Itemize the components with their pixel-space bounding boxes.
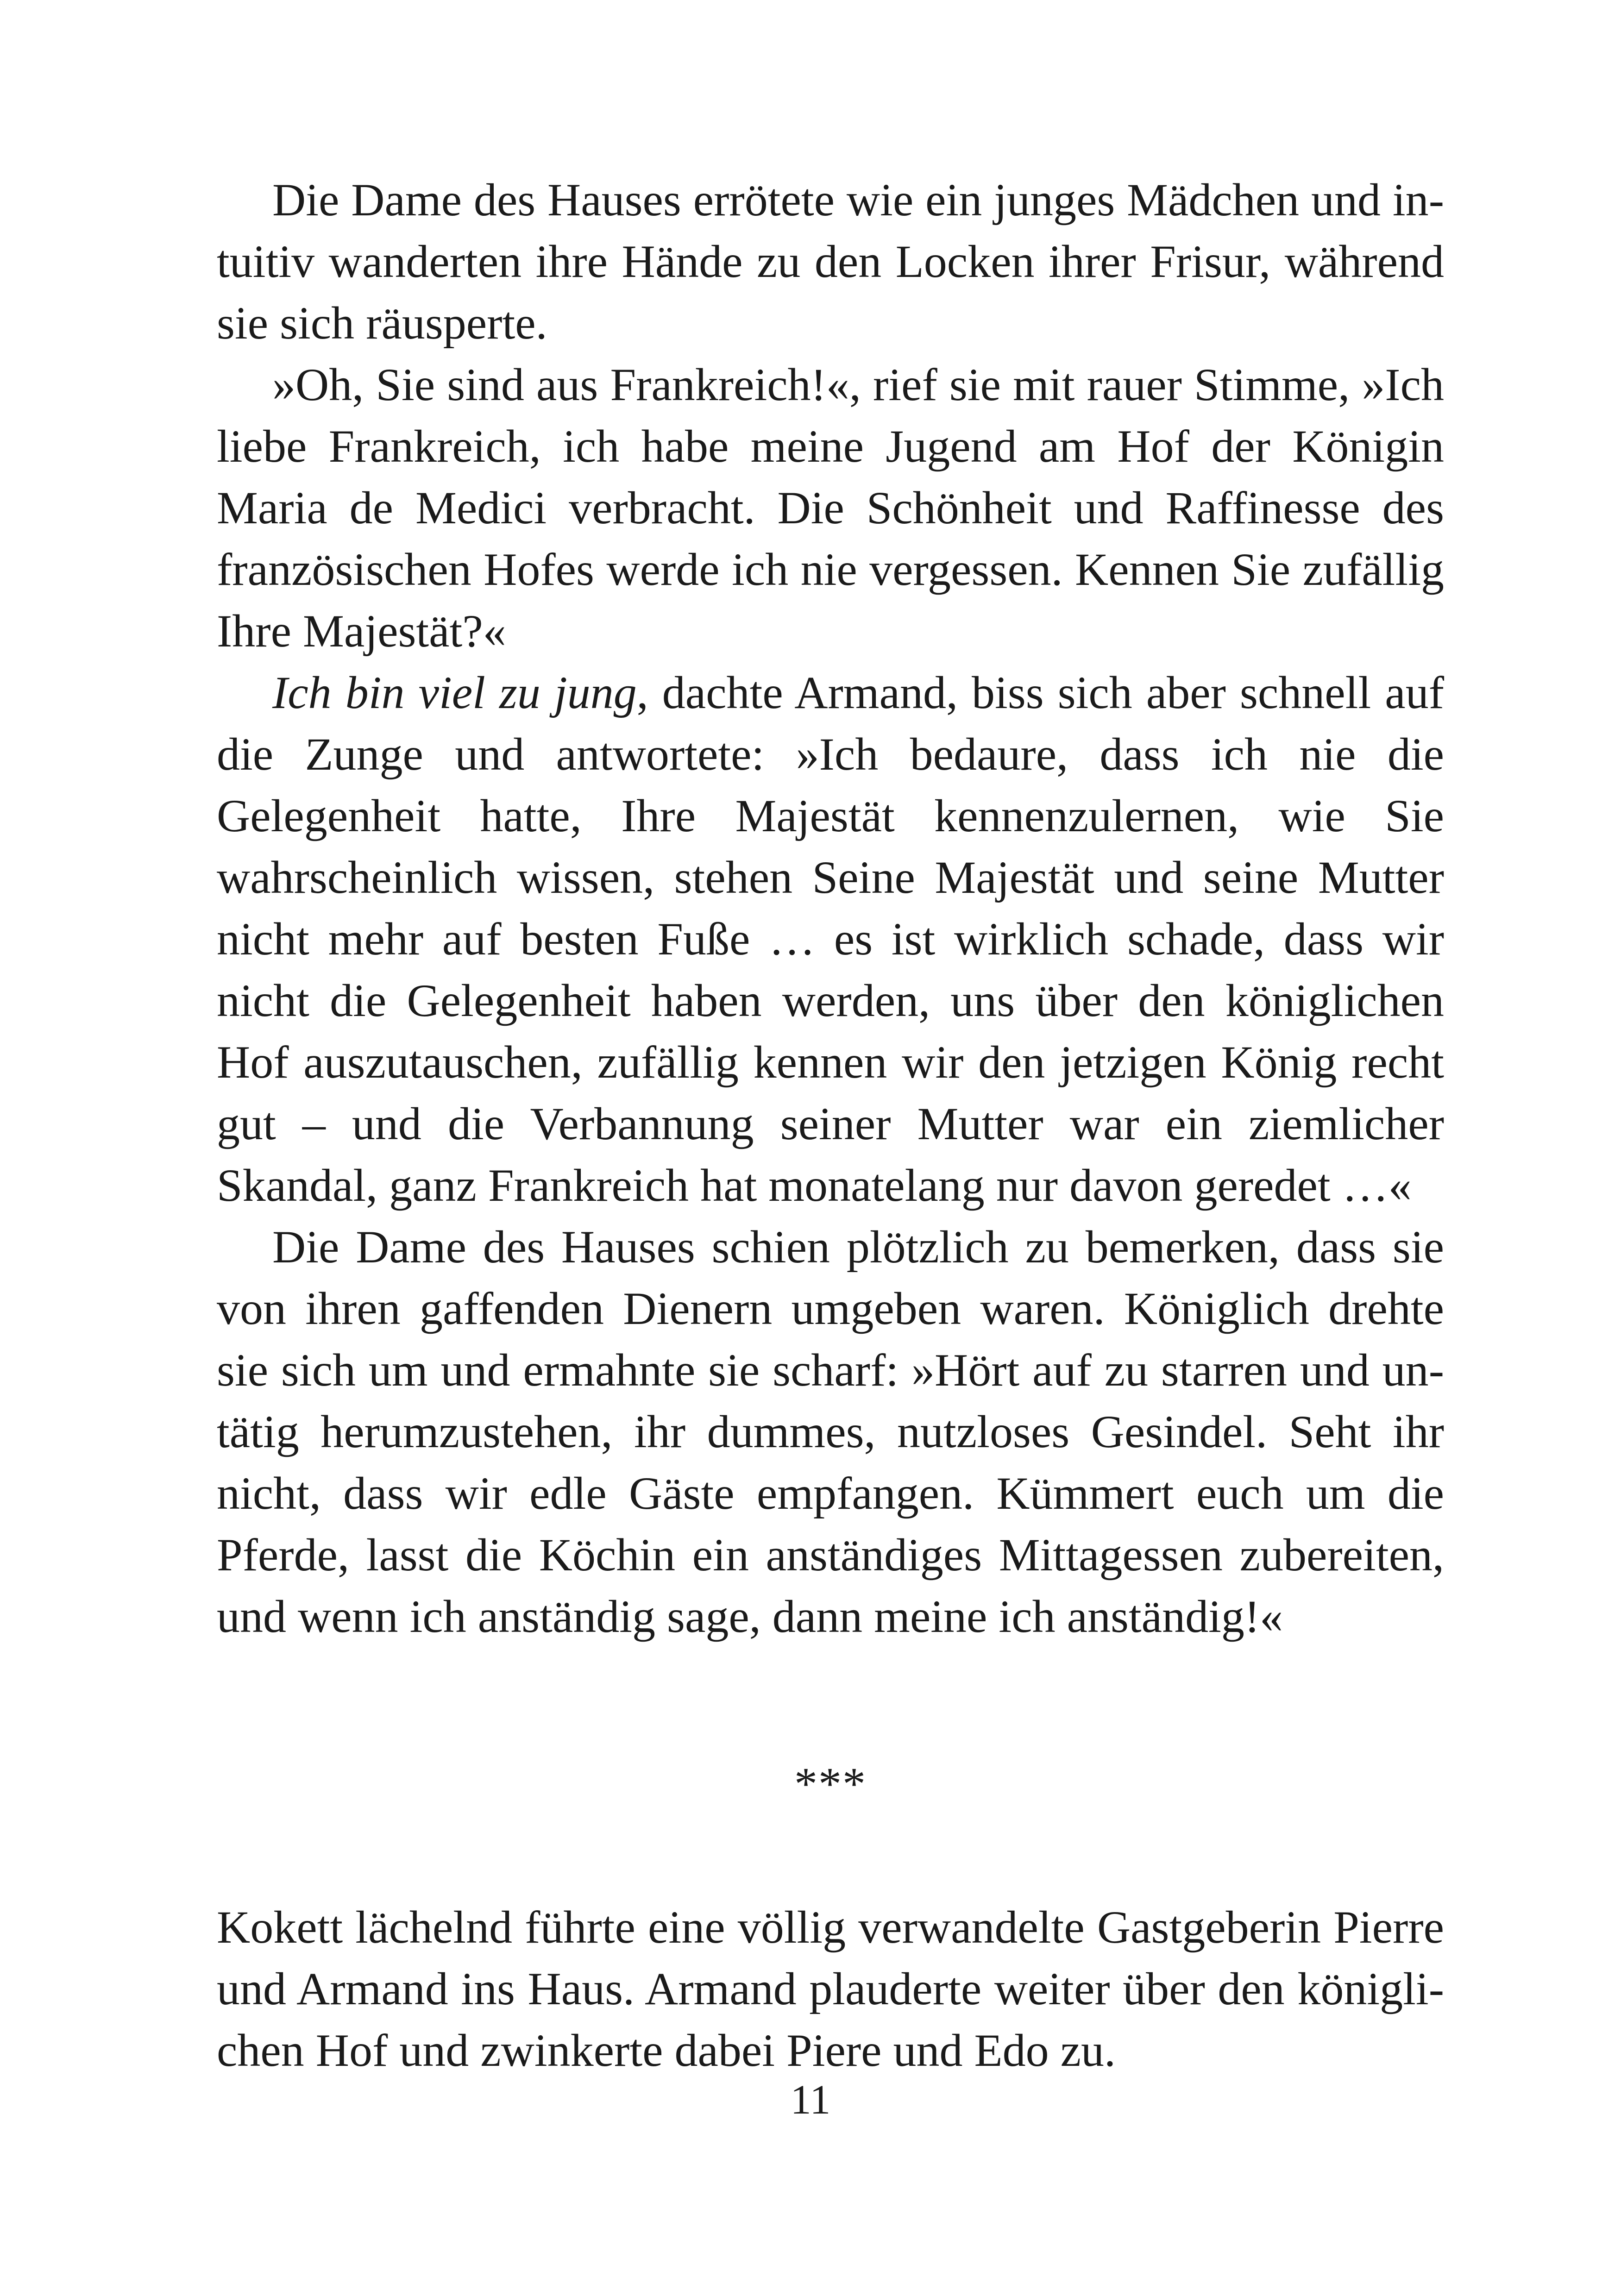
paragraph-5: Kokett lächelnd führte eine völlig verwandelte Gastgeberin Pierre und Armand ins Haus. Armand plauderte weiter über den königlichen Hof und zwinkerte dabei Piere und Edo zu. — [217, 1901, 1444, 2076]
page-body — [217, 169, 1444, 2076]
paragraph-4: Die Dame des Hauses schien plötzlich zu bemerken, dass sie von ihren gaffenden Dienern umgeben waren. Königlich drehte sie sich um und ermahnte sie scharf: »Hört auf zu starren und untätig herumzustehen, ihr dummes, nutzloses Gesindel. Seht ihr nicht, dass wir edle Gäste empfangen. Kümmert euch um die Pferde, lasst die Köchin ein anständiges Mittagessen zubereiten, und wenn ich anständig sage, dann meine ich anständig!« — [217, 1221, 1444, 1642]
section-separator: *** — [794, 1758, 867, 1809]
main-text — [217, 169, 1444, 1647]
after-separator-text — [217, 1896, 1444, 2081]
paragraph-3 — [217, 662, 1444, 1216]
paragraph-3-text: , dachte Armand, biss sich aber schnell auf die Zunge und antwortete: »Ich bedaure, dass ich nie die Gelegenheit hatte, Ihre Majestät kennenzulernen, wie Sie wahrscheinlich wissen, stehen Seine Majestät und seine Mutter nicht mehr auf besten Fuße … es ist wirklich schade, dass wir nicht die Gelegenheit haben werden, uns über den königlichen Hof auszutauschen, zufällig kennen wir den jetzigen König recht gut – und die Verbannung seiner Mutter war ein ziemlicher Skandal, ganz Frankreich hat monatelang nur davon geredet …« — [217, 667, 1444, 1211]
paragraph-3-italic-thought: Ich bin viel zu jung — [272, 667, 637, 718]
page-number: 11 — [790, 2077, 831, 2123]
paragraph-1: Die Dame des Hauses errötete wie ein junges Mädchen und intuitiv wanderten ihre Hände zu den Locken ihrer Frisur, während sie sich räusperte. — [217, 174, 1444, 349]
paragraph-2: »Oh, Sie sind aus Frankreich!«, rief sie mit rauer Stimme, »Ich liebe Frankreich, ich habe meine Jugend am Hof der Königin Maria de Medici verbracht. Die Schönheit und Raffinesse des französischen Hofes werde ich nie vergessen. Kennen Sie zufällig Ihre Majestät?« — [217, 359, 1444, 657]
